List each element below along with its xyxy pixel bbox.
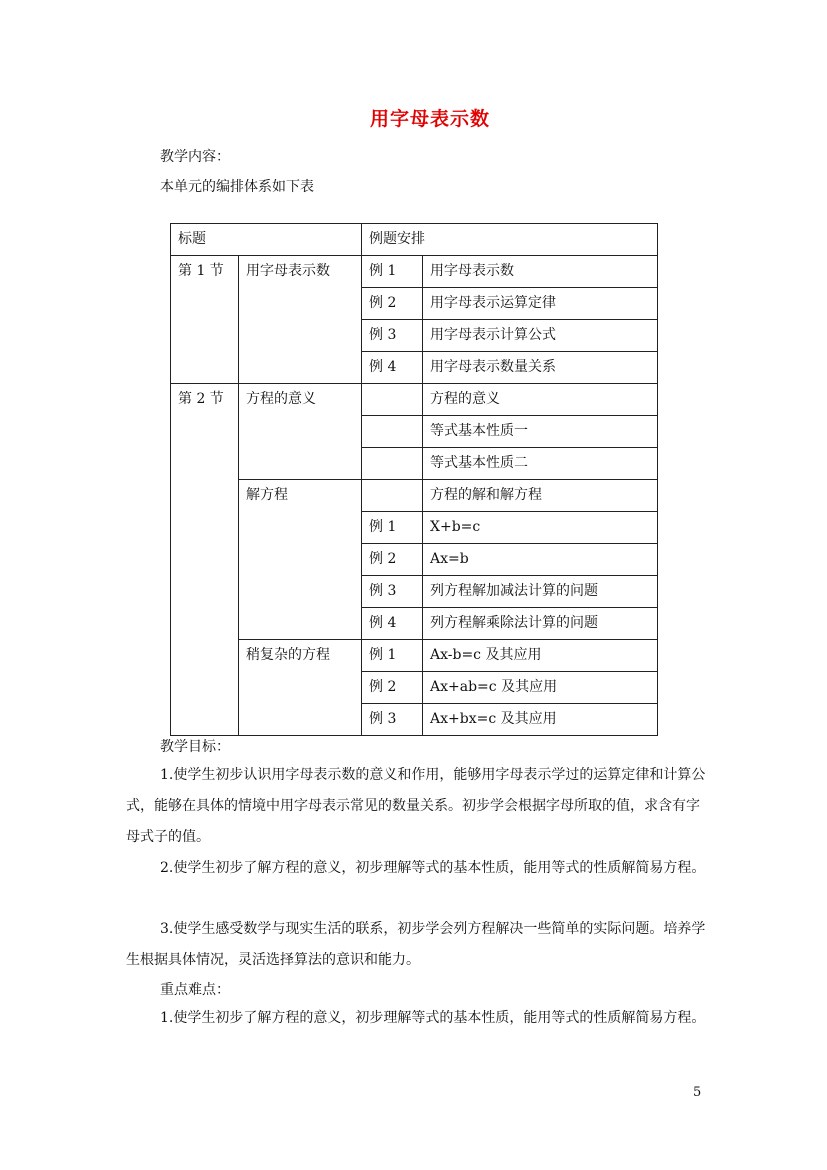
- section-2-subtopic-3: 稍复杂的方程: [239, 640, 362, 736]
- example-label: 例 2: [362, 672, 423, 704]
- example-desc: Ax+bx=c 及其应用: [423, 704, 658, 736]
- section-1-label: 第 1 节: [171, 256, 239, 384]
- goal-3-text: 3.使学生感受数学与现实生活的联系，初步学会列方程解决一些简单的实际问题。培养学生根据具体情况，灵活选择算法的意识和能力。: [126, 921, 706, 968]
- goal-2: [126, 853, 708, 884]
- example-desc: 用字母表示数: [423, 256, 658, 288]
- example-label: 例 4: [362, 352, 423, 384]
- example-label: 例 4: [362, 608, 423, 640]
- example-label: 例 2: [362, 544, 423, 576]
- example-label: [362, 448, 423, 480]
- example-desc: 方程的解和解方程: [423, 480, 658, 512]
- example-desc: 等式基本性质一: [423, 416, 658, 448]
- example-desc: 列方程解乘除法计算的问题: [423, 608, 658, 640]
- example-desc: 用字母表示数量关系: [423, 352, 658, 384]
- example-label: [362, 416, 423, 448]
- goal-2-text: 2.使学生初步了解方程的意义，初步理解等式的基本性质，能用等式的性质解简易方程。: [160, 860, 706, 876]
- example-desc: Ax+ab=c 及其应用: [423, 672, 658, 704]
- content-heading: 教学内容：: [160, 149, 230, 165]
- section-2-label: 第 2 节: [171, 384, 239, 736]
- goals-heading: 教学目标：: [160, 739, 230, 755]
- header-topic: 标题: [171, 224, 362, 256]
- intro-text: 本单元的编排体系如下表: [160, 179, 314, 195]
- example-label: 例 3: [362, 704, 423, 736]
- section-2-subtopic-2: 解方程: [239, 480, 362, 640]
- example-label: [362, 480, 423, 512]
- example-label: [362, 384, 423, 416]
- example-desc: Ax-b=c 及其应用: [423, 640, 658, 672]
- table-row: [171, 256, 658, 288]
- example-desc: 等式基本性质二: [423, 448, 658, 480]
- table-header-row: [171, 224, 658, 256]
- example-desc: 方程的意义: [423, 384, 658, 416]
- example-label: 例 1: [362, 256, 423, 288]
- document-title: 用字母表示数: [369, 108, 490, 130]
- page-number: 5: [693, 1085, 702, 1100]
- example-label: 例 1: [362, 512, 423, 544]
- example-desc: 列方程解加减法计算的问题: [423, 576, 658, 608]
- section-1-subtopic: 用字母表示数: [239, 256, 362, 384]
- key-point-1-text: 1.使学生初步了解方程的意义，初步理解等式的基本性质，能用等式的性质解简易方程。: [160, 1010, 706, 1026]
- example-desc: Ax=b: [423, 544, 658, 576]
- example-label: 例 3: [362, 576, 423, 608]
- example-desc: 用字母表示运算定律: [423, 288, 658, 320]
- table-row: [171, 640, 658, 672]
- example-label: 例 3: [362, 320, 423, 352]
- example-desc: X+b=c: [423, 512, 658, 544]
- table-row: [171, 384, 658, 416]
- goal-1-text: 1.使学生初步认识用字母表示数的意义和作用，能够用字母表示学过的运算定律和计算公式，能够在具体的情境中用字母表示常见的数量关系。初步学会根据字母所取的值，求含有字母式子的值。: [126, 767, 706, 845]
- key-heading: 重点难点：: [160, 982, 230, 998]
- key-point-1: [126, 1003, 708, 1034]
- section-2-subtopic-1: 方程的意义: [239, 384, 362, 480]
- example-label: 例 1: [362, 640, 423, 672]
- example-label: 例 2: [362, 288, 423, 320]
- table-row: [171, 480, 658, 512]
- goal-1: [126, 760, 708, 853]
- goal-3: [126, 914, 708, 976]
- syllabus-table: [170, 223, 658, 736]
- example-desc: 用字母表示计算公式: [423, 320, 658, 352]
- header-examples: 例题安排: [362, 224, 658, 256]
